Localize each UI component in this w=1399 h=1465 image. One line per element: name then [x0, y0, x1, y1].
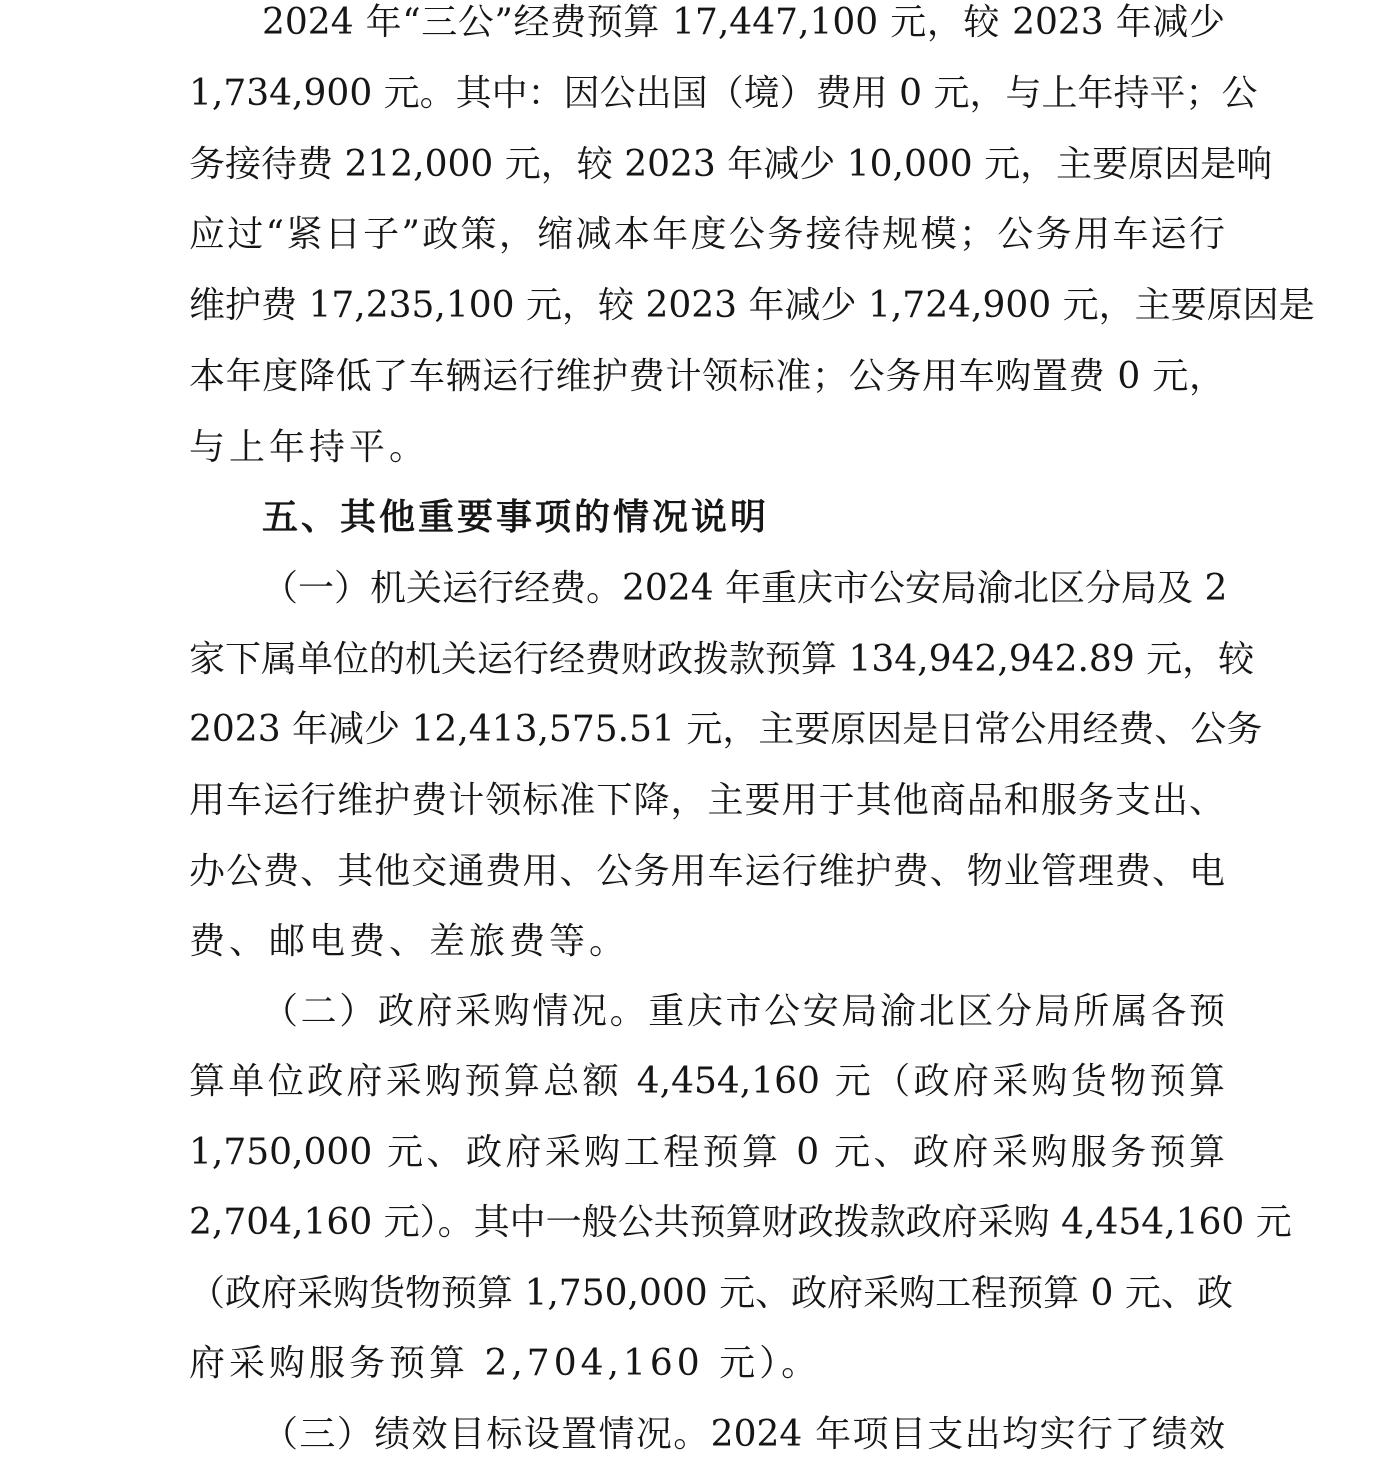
- paragraph-line: （三）绩效目标设置情况。2024 年项目支出均实行了绩效: [262, 1414, 1225, 1455]
- paragraph-line: （一）机关运行经费。2024 年重庆市公安局渝北区分局及 2: [262, 568, 1228, 609]
- paragraph-line: 应过“紧日子”政策，缩减本年度公务接待规模；公务用车运行: [189, 214, 1225, 255]
- paragraph-line: （政府采购货物预算 1,750,000 元、政府采购工程预算 0 元、政: [189, 1273, 1233, 1314]
- paragraph-line: 1,750,000 元、政府采购工程预算 0 元、政府采购服务预算: [189, 1132, 1225, 1173]
- paragraph-line: 与上年持平。: [189, 427, 430, 468]
- paragraph-line: 维护费 17,235,100 元，较 2023 年减少 1,724,900 元，主要原因是: [189, 285, 1315, 326]
- paragraph-line: 府采购服务预算 2,704,160 元）。: [189, 1343, 822, 1384]
- paragraph-line: 2024 年“三公”经费预算 17,447,100 元，较 2023 年减少: [262, 2, 1225, 43]
- paragraph-line: 2,704,160 元）。其中一般公共预算财政拨款政府采购 4,454,160 元: [189, 1202, 1292, 1243]
- paragraph-line: 务接待费 212,000 元，较 2023 年减少 10,000 元，主要原因是响: [189, 144, 1273, 185]
- paragraph-line: 算单位政府采购预算总额 4,454,160 元（政府采购货物预算: [189, 1061, 1225, 1102]
- paragraph-line: 办公费、其他交通费用、公务用车运行维护费、物业管理费、电: [189, 851, 1225, 892]
- paragraph-line: 本年度降低了车辆运行维护费计领标准；公务用车购置费 0 元，: [189, 356, 1225, 397]
- section-heading: 五、其他重要事项的情况说明: [262, 497, 770, 538]
- paragraph-line: 费、邮电费、差旅费等。: [189, 921, 630, 962]
- paragraph-line: 2023 年减少 12,413,575.51 元，主要原因是日常公用经费、公务: [189, 709, 1263, 750]
- paragraph-line: （二）政府采购情况。重庆市公安局渝北区分局所属各预: [262, 991, 1225, 1032]
- paragraph-line: 用车运行维护费计领标准下降，主要用于其他商品和服务支出、: [189, 780, 1225, 821]
- paragraph-line: 1,734,900 元。其中：因公出国（境）费用 0 元，与上年持平；公: [189, 73, 1258, 114]
- paragraph-line: 家下属单位的机关运行经费财政拨款预算 134,942,942.89 元，较: [189, 639, 1255, 680]
